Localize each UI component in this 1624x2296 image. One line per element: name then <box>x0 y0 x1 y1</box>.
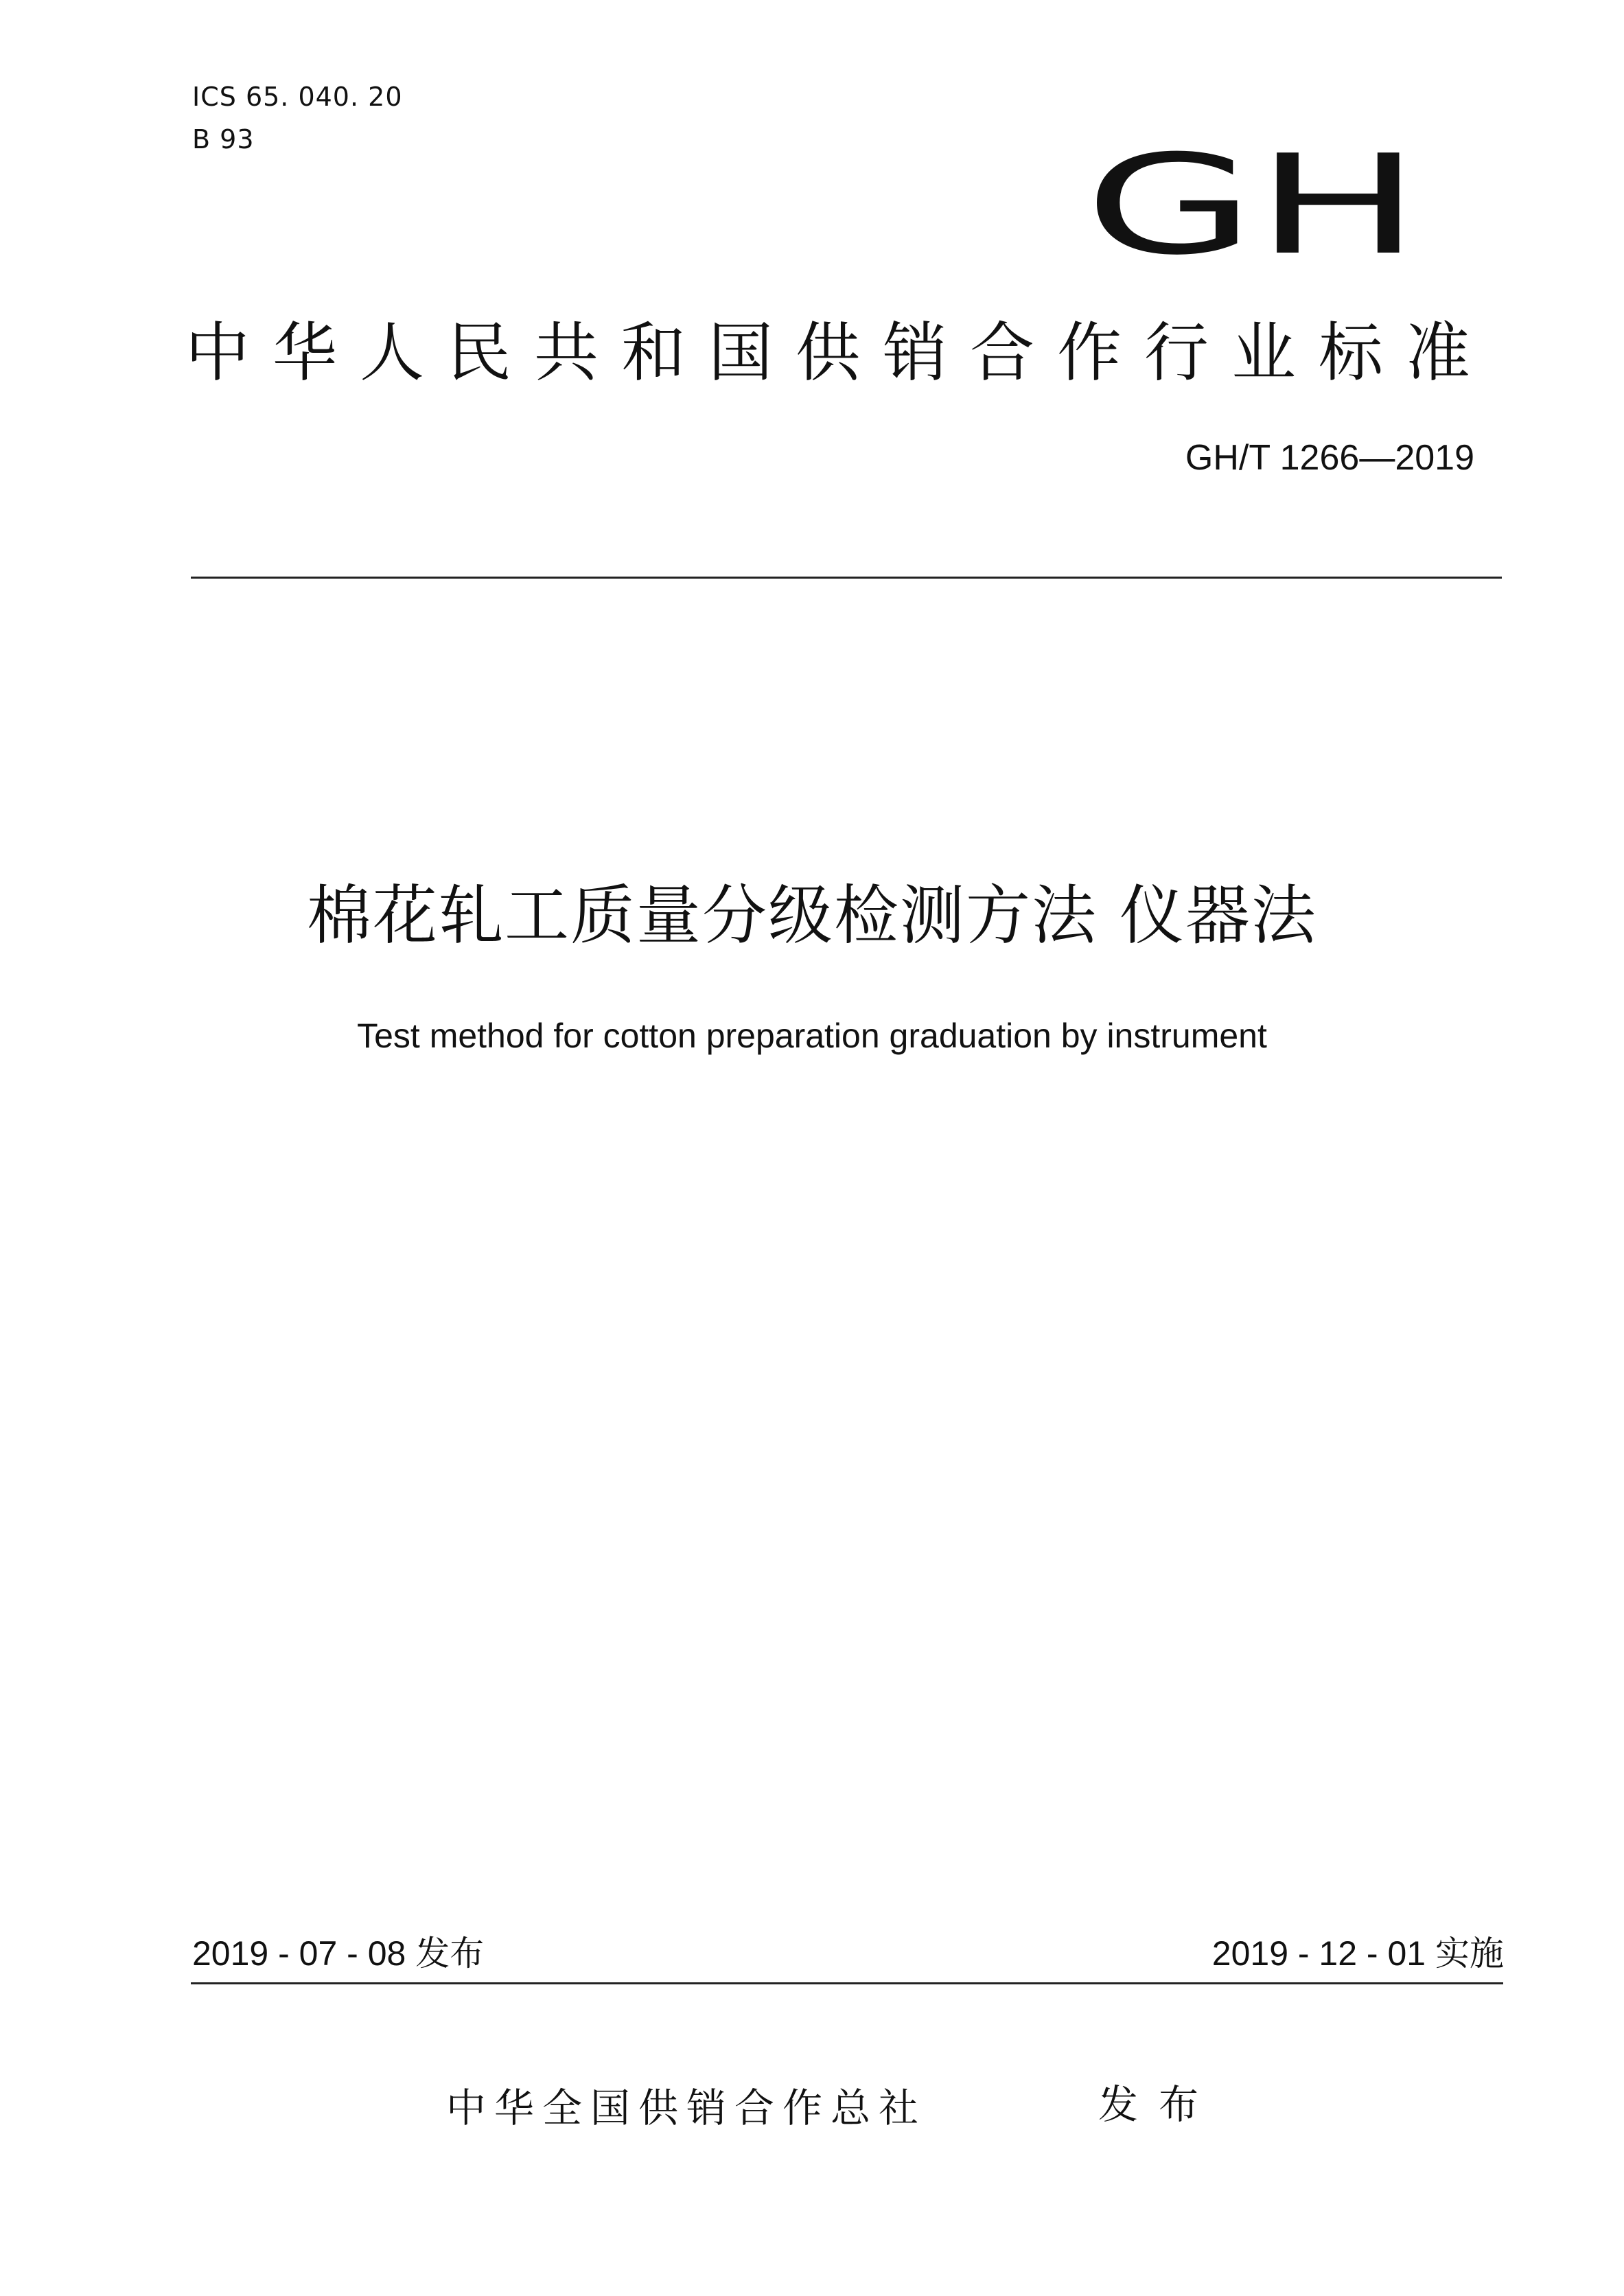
publisher-name: 中华全国供销合作总社 <box>446 2085 927 2131</box>
publish-label: 发布 <box>1098 2081 1220 2128</box>
ics-code: ICS 65. 040. 20 <box>192 82 403 112</box>
issuing-body: 中华人民共和国供销合作行业标准 <box>185 316 1494 391</box>
implementation-date: 2019 - 12 - 01 实施 <box>1211 1934 1504 1973</box>
gh-logo-text: GH <box>1084 137 1421 261</box>
gh-logo <box>1084 137 1428 261</box>
header-divider <box>191 577 1502 579</box>
document-title-chinese: 棉花轧工质量分级检测方法 仪器法 <box>307 879 1317 953</box>
standard-number: GH/T 1266—2019 <box>1185 438 1474 478</box>
footer-divider <box>191 1982 1503 1984</box>
document-title-english: Test method for cotton preparation graduation by instrument <box>357 1017 1267 1055</box>
classification-code: B 93 <box>192 124 255 154</box>
issue-date: 2019 - 07 - 08 发布 <box>192 1934 485 1973</box>
